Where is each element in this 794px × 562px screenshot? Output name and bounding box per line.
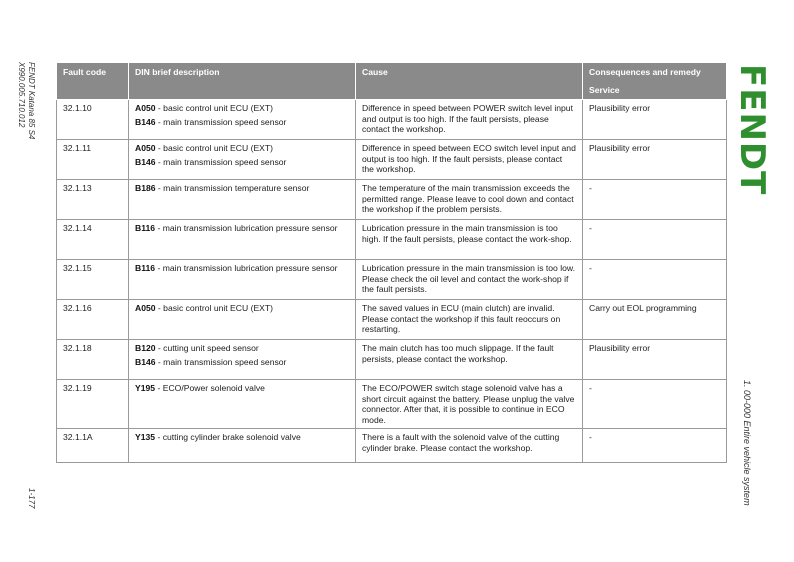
component-id: A050 xyxy=(135,143,156,153)
component-desc: - main transmission speed sensor xyxy=(155,356,287,367)
consequence-text: Carry out EOL programming xyxy=(583,300,727,340)
cause-text: There is a fault with the solenoid valve of the cutting cylinder brake. Please contact the workshop. xyxy=(356,429,583,463)
logo-wordmark: FENDT xyxy=(732,64,772,196)
component xyxy=(135,183,349,194)
cause-text: Difference in speed between ECO switch level input and output is too high. If the fault persists, please contact the workshop. xyxy=(356,140,583,180)
din-description xyxy=(129,220,356,260)
page-number: 1-177 xyxy=(27,488,36,509)
component-id: Y135 xyxy=(135,432,156,442)
component-id: B146 xyxy=(135,156,156,167)
consequence-text: - xyxy=(583,220,727,260)
table-row xyxy=(57,180,727,220)
header-din-description: DIN brief description xyxy=(129,63,356,100)
consequence-text: - xyxy=(583,260,727,300)
consequence-text: - xyxy=(583,380,727,429)
fault-code: 32.1.15 xyxy=(57,260,129,300)
component xyxy=(135,432,349,443)
component xyxy=(135,303,349,314)
component-id: A050 xyxy=(135,103,156,113)
header-consequences xyxy=(583,63,727,100)
fault-code: 32.1.14 xyxy=(57,220,129,260)
header-fault-code: Fault code xyxy=(57,63,129,100)
document-reference xyxy=(16,62,36,139)
din-description xyxy=(129,180,356,220)
cause-text: The temperature of the main transmission exceeds the permitted range. Please leave to cool down and contact the workshop if the problem persists. xyxy=(356,180,583,220)
table-header-row xyxy=(57,63,727,100)
consequence-text: - xyxy=(583,429,727,463)
component-id: Y195 xyxy=(135,383,156,393)
din-description xyxy=(129,380,356,429)
component-id: B186 xyxy=(135,183,156,193)
fendt-logo xyxy=(732,62,772,212)
header-consequences-label: Consequences and remedy xyxy=(589,67,701,77)
component-id: B146 xyxy=(135,116,156,127)
header-service-label: Service xyxy=(589,84,620,95)
component-id: B146 xyxy=(135,356,156,367)
chapter-title: 1. 00-000 Entire vehicle system xyxy=(742,380,752,506)
component-desc: - basic control unit ECU (EXT) xyxy=(155,143,274,153)
fault-code: 32.1.13 xyxy=(57,180,129,220)
din-description xyxy=(129,100,356,140)
cause-text: The saved values in ECU (main clutch) are invalid. Please contact the workshop if this fault reoccurs on restarting. xyxy=(356,300,583,340)
cause-text: The main clutch has too much slippage. If the fault persists, please contact the workshop. xyxy=(356,340,583,380)
table-row xyxy=(57,380,727,429)
din-description xyxy=(129,340,356,380)
component xyxy=(135,357,349,368)
header-cause: Cause xyxy=(356,63,583,100)
fault-code: 32.1.10 xyxy=(57,100,129,140)
component xyxy=(135,223,349,234)
table-row xyxy=(57,300,727,340)
component-id: B116 xyxy=(135,223,156,233)
component-desc: - cutting unit speed sensor xyxy=(155,343,259,353)
component-desc: - main transmission temperature sensor xyxy=(155,183,310,193)
table-row xyxy=(57,100,727,140)
component-desc: - main transmission speed sensor xyxy=(155,116,287,127)
component-desc: - basic control unit ECU (EXT) xyxy=(155,103,274,113)
cause-text: Lubrication pressure in the main transmission is too high. If the fault persists, please contact the work-shop. xyxy=(356,220,583,260)
component-desc: - basic control unit ECU (EXT) xyxy=(155,303,274,313)
cause-text: Lubrication pressure in the main transmission is too low. Please check the oil level and contact the work-shop if the fault persists. xyxy=(356,260,583,300)
fault-code: 32.1.16 xyxy=(57,300,129,340)
consequence-text: Plausibility error xyxy=(583,340,727,380)
consequence-text: - xyxy=(583,180,727,220)
component-desc: - main transmission speed sensor xyxy=(155,156,287,167)
component xyxy=(135,157,349,168)
component-desc: - ECO/Power solenoid valve xyxy=(155,383,265,393)
fault-code: 32.1.1A xyxy=(57,429,129,463)
table-row xyxy=(57,340,727,380)
component xyxy=(135,117,349,128)
component-id: A050 xyxy=(135,303,156,313)
consequence-text: Plausibility error xyxy=(583,140,727,180)
component xyxy=(135,263,349,274)
machine-model: FENDT Katana 85 S4 xyxy=(27,62,36,140)
table-row xyxy=(57,429,727,463)
cause-text: The ECO/POWER switch stage solenoid valve has a short circuit against the battery. Please unplug the valve connector. After that, it is possible to continue in ECO mode. xyxy=(356,380,583,429)
fendt-logo-graphic xyxy=(732,62,772,212)
component xyxy=(135,343,349,354)
fault-code: 32.1.11 xyxy=(57,140,129,180)
document-number: X990.005.710.012 xyxy=(17,62,26,128)
table-row xyxy=(57,260,727,300)
component xyxy=(135,103,349,114)
table-row xyxy=(57,220,727,260)
component-desc: - cutting cylinder brake solenoid valve xyxy=(155,432,301,442)
fault-code: 32.1.18 xyxy=(57,340,129,380)
component xyxy=(135,383,349,394)
din-description xyxy=(129,300,356,340)
din-description xyxy=(129,260,356,300)
table-row xyxy=(57,140,727,180)
component-id: B116 xyxy=(135,263,156,273)
fault-code-table xyxy=(56,62,727,463)
consequence-text: Plausibility error xyxy=(583,100,727,140)
component-desc: - main transmission lubrication pressure sensor xyxy=(155,263,338,273)
component-id: B120 xyxy=(135,343,156,353)
din-description xyxy=(129,429,356,463)
din-description xyxy=(129,140,356,180)
cause-text: Difference in speed between POWER switch level input and output is too high. If the fault persists, please contact the workshop. xyxy=(356,100,583,140)
component-desc: - main transmission lubrication pressure sensor xyxy=(155,223,338,233)
component xyxy=(135,143,349,154)
fault-code: 32.1.19 xyxy=(57,380,129,429)
